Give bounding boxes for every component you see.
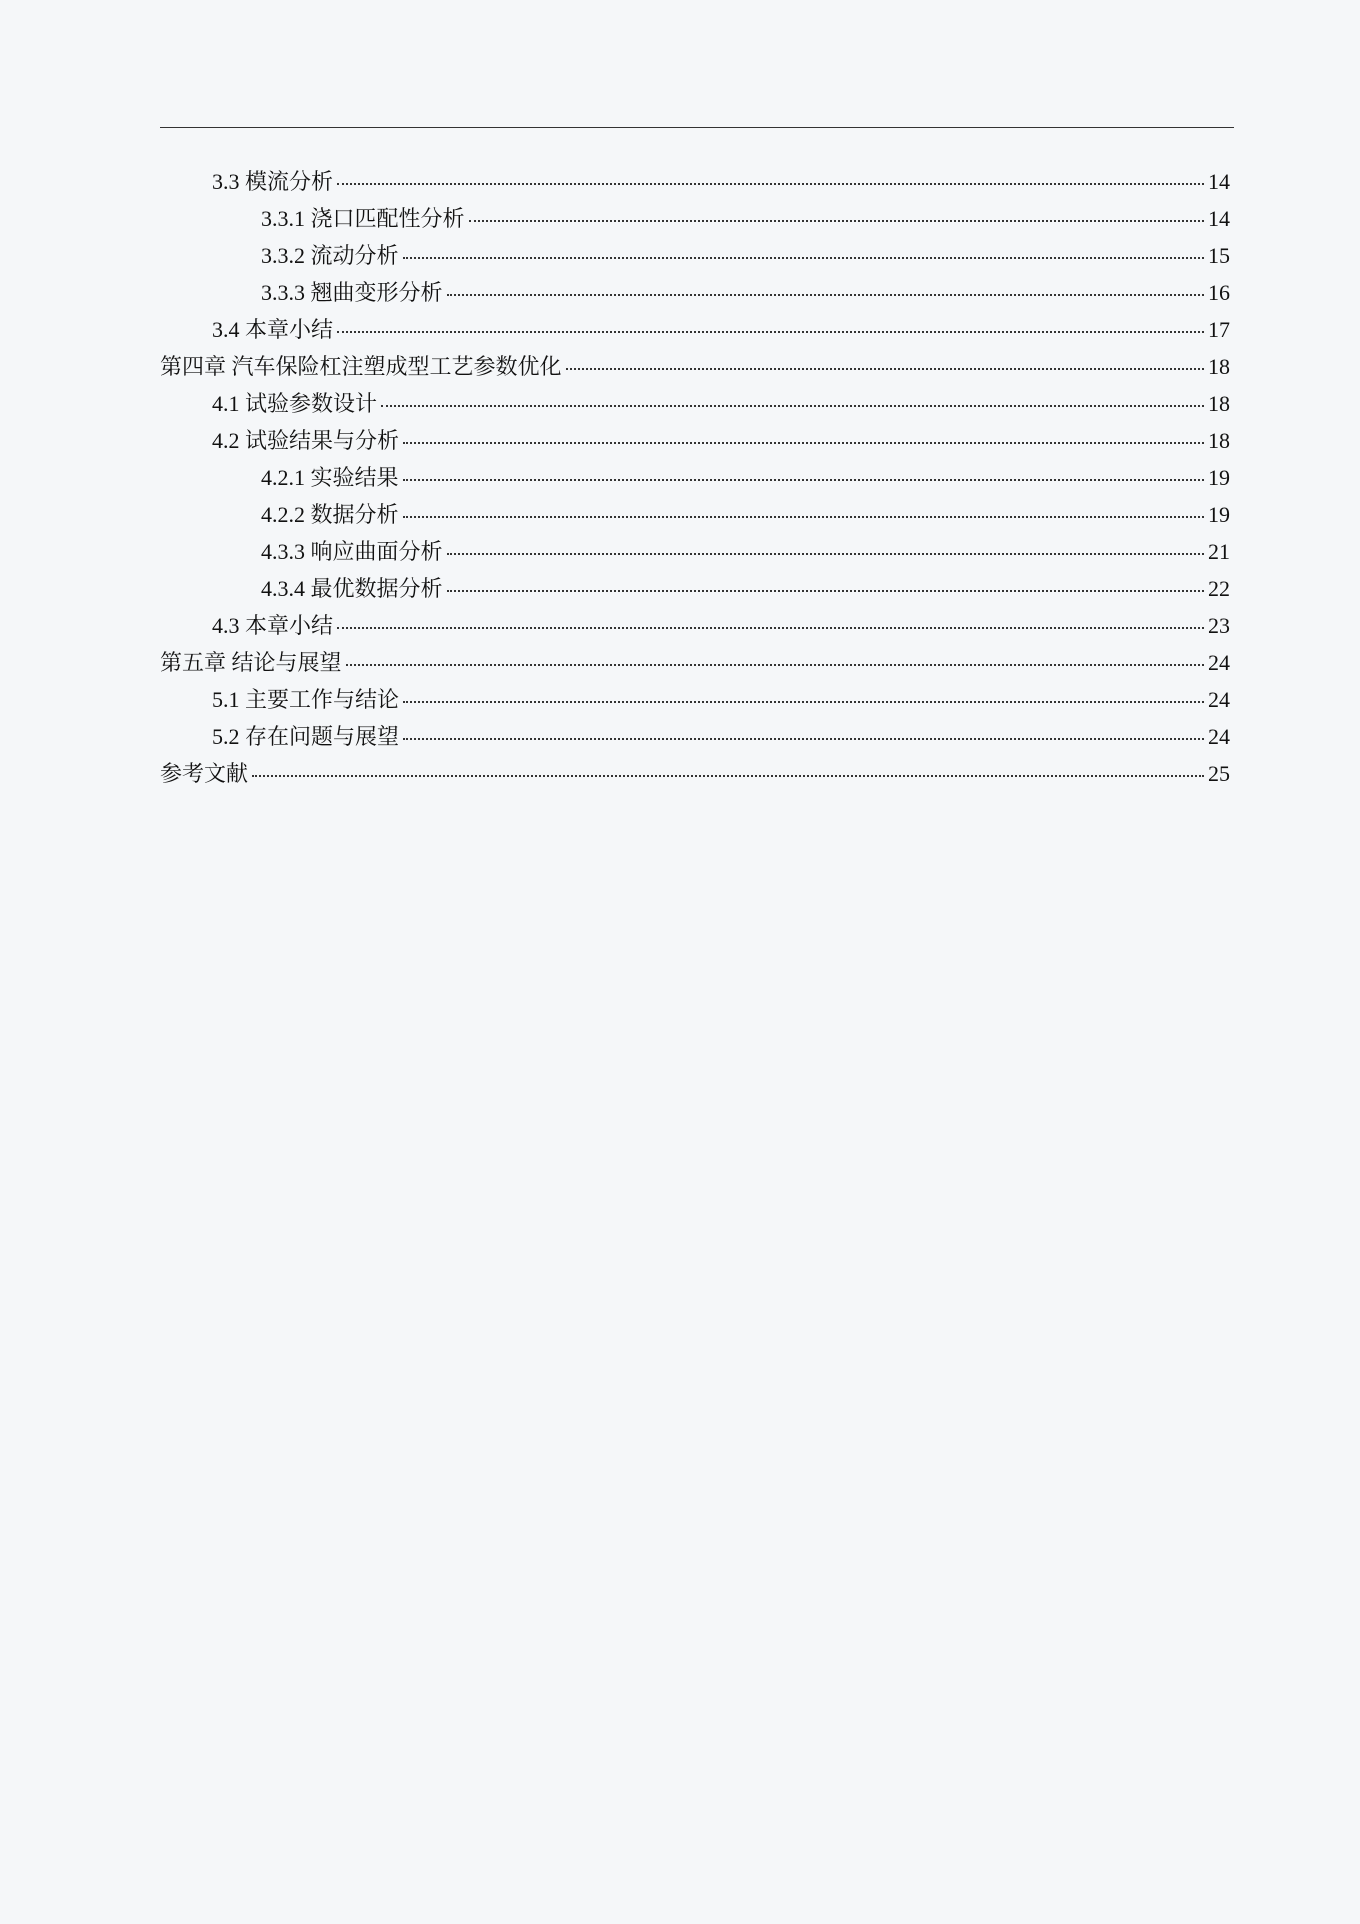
toc-entry-page-number: 23 (1208, 613, 1230, 638)
toc-entry-title: 参考文献 (160, 761, 249, 786)
toc-entry-title: 5.2 存在问题与展望 (212, 724, 400, 749)
toc-entry[interactable] (160, 459, 1230, 496)
toc-dot-leader (252, 774, 1204, 777)
toc-entry-page-number: 24 (1208, 724, 1230, 749)
toc-entry-title: 3.4 本章小结 (212, 317, 334, 342)
toc-entry-page-number: 18 (1208, 354, 1230, 379)
toc-entry-page-number: 21 (1208, 539, 1230, 564)
toc-entry-page-number: 14 (1208, 206, 1230, 231)
toc-entry[interactable] (160, 200, 1230, 237)
toc-dot-leader (403, 441, 1204, 444)
toc-entry[interactable] (160, 348, 1230, 385)
toc-entry-page-number: 15 (1208, 243, 1230, 268)
toc-entry-title: 4.3.4 最优数据分析 (261, 576, 443, 601)
toc-dot-leader (447, 552, 1204, 555)
toc-entry[interactable] (160, 607, 1230, 644)
toc-entry[interactable] (160, 274, 1230, 311)
toc-entry[interactable] (160, 496, 1230, 533)
toc-entry-page-number: 19 (1208, 502, 1230, 527)
toc-entry[interactable] (160, 422, 1230, 459)
toc-entry[interactable] (160, 681, 1230, 718)
toc-entry[interactable] (160, 385, 1230, 422)
toc-dot-leader (469, 219, 1204, 222)
toc-dot-leader (403, 515, 1204, 518)
toc-dot-leader (447, 293, 1204, 296)
toc-entry-title: 3.3.1 浇口匹配性分析 (261, 206, 465, 231)
toc-dot-leader (337, 626, 1204, 629)
toc-entry-page-number: 24 (1208, 687, 1230, 712)
toc-entry-page-number: 16 (1208, 280, 1230, 305)
toc-entry-title: 4.3 本章小结 (212, 613, 334, 638)
toc-dot-leader (403, 478, 1204, 481)
toc-entry-title: 3.3.3 翘曲变形分析 (261, 280, 443, 305)
toc-entry[interactable] (160, 237, 1230, 274)
toc-entry[interactable] (160, 570, 1230, 607)
toc-entry-title: 第四章 汽车保险杠注塑成型工艺参数优化 (160, 354, 562, 379)
toc-entry-page-number: 25 (1208, 761, 1230, 786)
toc-entry[interactable] (160, 533, 1230, 570)
toc-entry-title: 4.2.2 数据分析 (261, 502, 399, 527)
header-rule (160, 127, 1234, 128)
toc-entry-page-number: 18 (1208, 391, 1230, 416)
toc-entry[interactable] (160, 163, 1230, 200)
toc-dot-leader (403, 700, 1204, 703)
toc-dot-leader (381, 404, 1204, 407)
toc-dot-leader (403, 256, 1204, 259)
toc-entry-page-number: 24 (1208, 650, 1230, 675)
toc-dot-leader (447, 589, 1204, 592)
toc-dot-leader (403, 737, 1204, 740)
toc-dot-leader (337, 182, 1204, 185)
toc-entry[interactable] (160, 755, 1230, 792)
toc-entry-page-number: 18 (1208, 428, 1230, 453)
toc-entry-page-number: 19 (1208, 465, 1230, 490)
toc-entry-page-number: 17 (1208, 317, 1230, 342)
toc-dot-leader (337, 330, 1204, 333)
toc-entry-title: 4.2 试验结果与分析 (212, 428, 400, 453)
toc-entry-page-number: 22 (1208, 576, 1230, 601)
toc-entry-title: 4.2.1 实验结果 (261, 465, 399, 490)
toc-entry-title: 第五章 结论与展望 (160, 650, 342, 675)
toc-entry[interactable] (160, 311, 1230, 348)
toc-dot-leader (346, 663, 1204, 666)
toc-entry-title: 4.1 试验参数设计 (212, 391, 378, 416)
toc-entry[interactable] (160, 718, 1230, 755)
toc-dot-leader (566, 367, 1204, 370)
toc-entry-title: 5.1 主要工作与结论 (212, 687, 400, 712)
toc-entry-title: 3.3.2 流动分析 (261, 243, 399, 268)
toc-entry[interactable] (160, 644, 1230, 681)
toc-entry-title: 4.3.3 响应曲面分析 (261, 539, 443, 564)
table-of-contents (160, 163, 1230, 792)
toc-entry-title: 3.3 模流分析 (212, 169, 334, 194)
toc-entry-page-number: 14 (1208, 169, 1230, 194)
